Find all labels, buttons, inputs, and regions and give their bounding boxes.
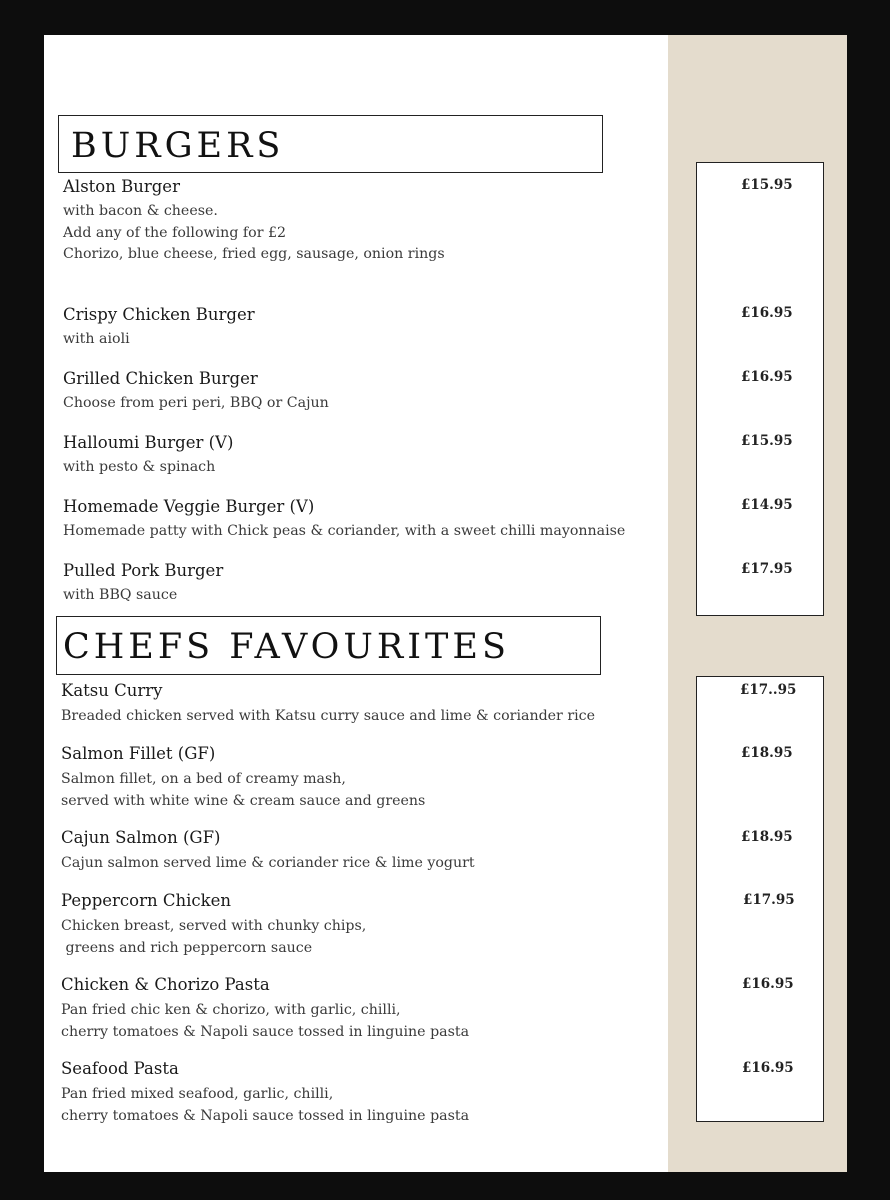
item-name: Halloumi Burger (V) (63, 433, 234, 452)
item-name: Grilled Chicken Burger (63, 369, 258, 388)
burgers-price-box (696, 162, 824, 616)
item-price: £16.95 (741, 305, 793, 321)
item-price: £18.95 (741, 829, 793, 845)
item-price: £14.95 (741, 497, 793, 513)
item-description: Pan fried chic ken & chorizo, with garlic, chilli, cherry tomatoes & Napoli sauce tossed in linguine pasta (61, 1002, 470, 1040)
item-name: Katsu Curry (61, 681, 163, 700)
item-description: Pan fried mixed seafood, garlic, chilli, cherry tomatoes & Napoli sauce tossed in linguine pasta (61, 1086, 470, 1124)
item-name: Pulled Pork Burger (63, 561, 224, 580)
item-name: Salmon Fillet (GF) (61, 744, 216, 763)
item-description: with aioli (63, 331, 130, 347)
item-description: with BBQ sauce (63, 587, 178, 603)
item-name: Crispy Chicken Burger (63, 305, 255, 324)
item-description: Breaded chicken served with Katsu curry sauce and lime & coriander rice (61, 708, 596, 724)
item-name: Peppercorn Chicken (61, 891, 231, 910)
item-name: Chicken & Chorizo Pasta (61, 975, 270, 994)
item-description: Choose from peri peri, BBQ or Cajun (63, 395, 329, 411)
item-name: Alston Burger (63, 177, 180, 196)
item-price: £17.95 (743, 892, 795, 908)
item-description: with pesto & spinach (63, 459, 216, 475)
item-price: £17..95 (740, 682, 797, 698)
item-name: Cajun Salmon (GF) (61, 828, 221, 847)
item-description: Homemade patty with Chick peas & coriander, with a sweet chilli mayonnaise (63, 523, 626, 539)
item-price: £16.95 (741, 369, 793, 385)
item-name: Seafood Pasta (61, 1059, 179, 1078)
item-price: £15.95 (741, 433, 793, 449)
item-description: Chicken breast, served with chunky chips, greens and rich peppercorn sauce (61, 918, 367, 956)
item-price: £16.95 (742, 1060, 794, 1076)
item-name: Homemade Veggie Burger (V) (63, 497, 315, 516)
item-price: £18.95 (741, 745, 793, 761)
item-description: with bacon & cheese. Add any of the following for £2 Chorizo, blue cheese, fried egg, sausage, onion rings (63, 203, 445, 262)
item-price: £16.95 (742, 976, 794, 992)
item-description: Cajun salmon served lime & coriander rice & lime yogurt (61, 855, 475, 871)
item-description: Salmon fillet, on a bed of creamy mash, served with white wine & cream sauce and greens (61, 771, 426, 809)
chefs-favourites-title: CHEFS FAVOURITES (63, 627, 510, 667)
item-price: £17.95 (741, 561, 793, 577)
burgers-title: BURGERS (71, 126, 285, 166)
item-price: £15.95 (741, 177, 793, 193)
menu-page (44, 35, 847, 1172)
